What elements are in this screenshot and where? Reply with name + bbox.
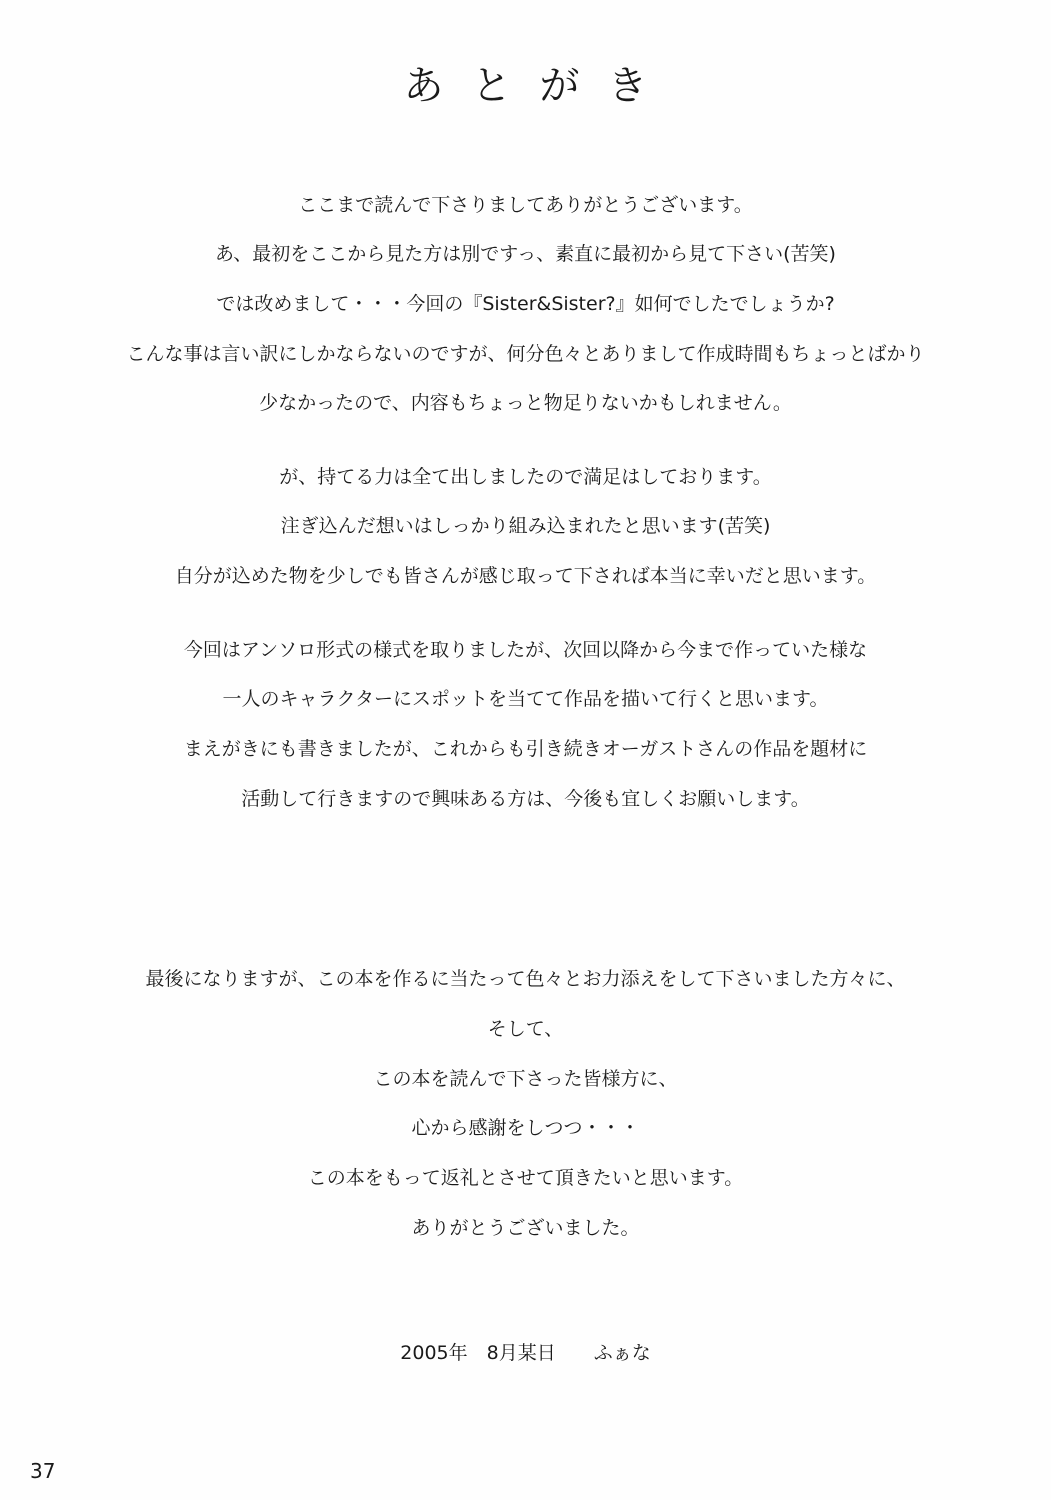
text-line: 心から感謝をしつつ・・・ — [411, 1117, 640, 1139]
text-line: 活動して行きますので興味ある方は、今後も宜しくお願いします。 — [241, 788, 810, 810]
text-line: そして、 — [487, 1018, 564, 1040]
text-line: あ、最初をここから見た方は別ですっ、素直に最初から見て下さい(苦笑) — [215, 243, 836, 265]
page-number: 37 — [30, 1459, 56, 1483]
text-line: この本をもって返礼とさせて頂きたいと思います。 — [307, 1167, 744, 1189]
text-line: では改めまして・・・今回の『Sister&Sister?』如何でしたでしょうか? — [216, 293, 835, 315]
text-line: 注ぎ込んだ想いはしっかり組み込まれたと思います(苦笑) — [280, 515, 771, 537]
text-line: 自分が込めた物を少しでも皆さんが感じ取って下されば本当に幸いだと思います。 — [174, 565, 877, 587]
text-line: こんな事は言い訳にしかならないのですが、何分色々とありまして作成時間もちょっとばかり — [126, 343, 925, 365]
text-line: 少なかったので、内容もちょっと物足りないかもしれません。 — [259, 392, 792, 414]
signature-date: 2005年 8月某日 ふぁな — [400, 1342, 651, 1364]
text-line: 一人のキャラクターにスポットを当てて作品を描いて行くと思います。 — [222, 688, 829, 710]
text-line: 今回はアンソロ形式の様式を取りましたが、次回以降から今まで作っていた様な — [183, 639, 868, 661]
text-line: ありがとうございました。 — [411, 1217, 640, 1239]
text-line: ここまで読んで下さりましてありがとうございます。 — [298, 194, 753, 216]
text-line: 最後になりますが、この本を作るに当たって色々とお力添えをして下さいました方々に、 — [145, 968, 906, 990]
text-line: この本を読んで下さった皆様方に、 — [373, 1068, 678, 1090]
text-line: まえがきにも書きましたが、これからも引き続きオーガストさんの作品を題材に — [183, 738, 868, 760]
page-title: あとがき — [403, 63, 676, 109]
text-line: が、持てる力は全て出しましたので満足はしております。 — [279, 466, 772, 488]
